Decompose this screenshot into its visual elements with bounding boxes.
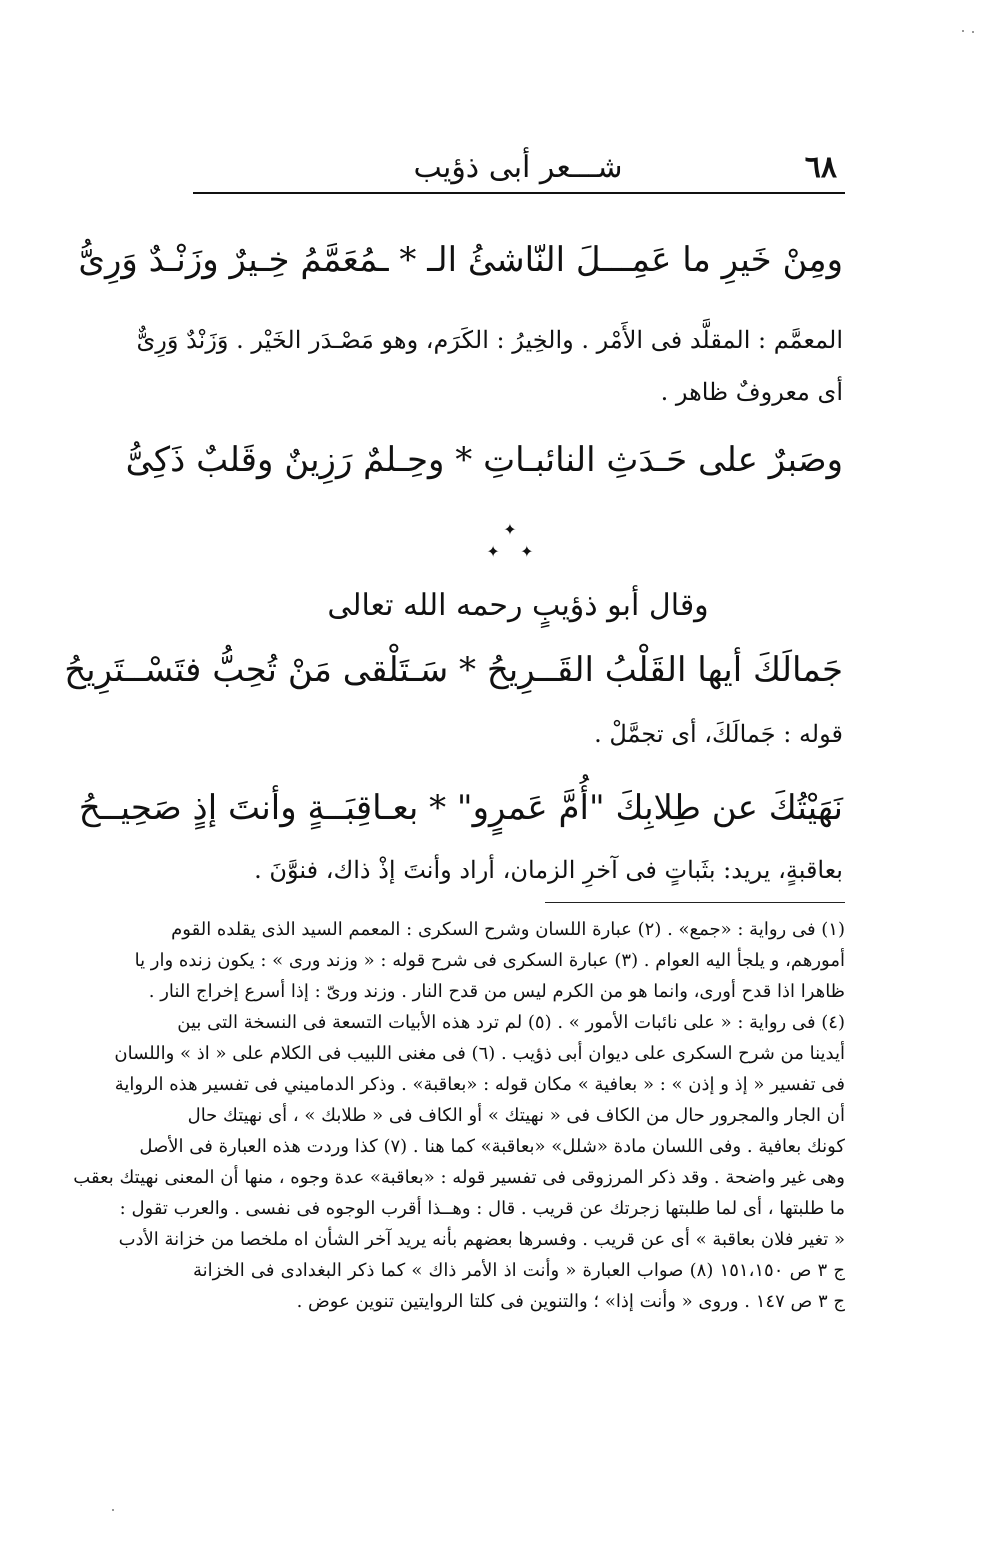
footnote-line: وهى غير واضحة . وقد ذكر المرزوقى فى تفسير قوله : «بعاقبة» عدة وجوه ، منها أن المعنى نهيتك بعقب (73, 1167, 845, 1188)
footnote-line: ج ٣ ص ١٤٧ . وروى « وأنت إذا» ؛ والتنوين فى كلتا الروايتين تنوين عوض . (296, 1291, 845, 1312)
scan-speck (112, 1509, 114, 1511)
ornament-star: ✦ (520, 542, 534, 561)
page-header (193, 148, 843, 188)
ornament-star: ✦ (503, 520, 517, 539)
footnote-line: (٤) فى رواية : « على نائبات الأمور » . (٥) لم ترد هذه الأبيات التسعة فى النسخة التى بين (177, 1012, 845, 1033)
footnote-rule (545, 902, 845, 903)
page-number: ٦٨ (804, 150, 837, 185)
section-ornament (480, 522, 540, 566)
footnote-line: (١) فى رواية : «جمع» . (٢) عبارة اللسان وشرح السكرى : المعمم السيد الذى يقلده القوم (171, 919, 845, 940)
verse-commentary: بعاقبةٍ، يريد: بثَباتٍ فى آخرِ الزمان، أراد وأنتَ إذْ ذاك، فنوَّنَ . (254, 856, 843, 884)
footnote-line: أمورهم، و يلجأ اليه العوام . (٣) عبارة السكرى فى شرح قوله : « وزند ورى » : يكون زنده وار يا (134, 950, 845, 971)
verse-commentary: أى معروفٌ ظاهر . (660, 378, 843, 406)
verse-line: جَمالَكَ أيها القَلْبُ القَــرِيحُ * سَـتَلْقى مَنْ تُحِبُّ فتَسْــتَرِيحُ (64, 650, 843, 690)
footnote-line: ما طلبتها ، أى لما طلبتها زجرتك عن قريب . قال : وهــذا أقرب الوجوه فى نفسى . والعرب تقول : (119, 1198, 845, 1219)
footnote-line: أن الجار والمجرور حال من الكاف فى « نهيتك » أو الكاف فى « طلابك » ، أى نهيتك حال (187, 1105, 845, 1126)
footnote-line: « تغير فلان بعاقبة » أى عن قريب . وفسرها بعضهم بأنه يريد آخر الشأن اه ملخصا من خزانة الأدب (118, 1229, 845, 1250)
verse-line: ومِنْ خَيرِ ما عَمِـــلَ النّاشئُ الـ * ـمُعَمَّمُ خِـيرٌ وزَنْـدٌ وَرِىُّ (78, 240, 843, 280)
scan-speck (962, 30, 964, 32)
verse-line: نَهَيْتُكَ عن طِلابِكَ "أُمَّ عَمرٍو" * بعـاقِبَــةٍ وأنتَ إذٍ صَحِيــحُ (78, 788, 843, 828)
verse-commentary: المعمَّم : المقلَّد فى الأَمْر . والخِيرُ : الكَرَم، وهو مَصْـدَر الخَيْر . وَزَنْدٌ وَرِىٌّ (136, 326, 843, 354)
verse-commentary: قوله : جَمالَكَ، أى تجمَّلْ . (594, 720, 843, 748)
footnote-line: ج ٣ ص ١٥١،١٥٠ (٨) صواب العبارة « وأنت اذ الأمر ذاك » كما ذكر البغدادى فى الخزانة (193, 1260, 845, 1281)
footnote-line: فى تفسير « إذ و إذن » : « بعافية » مكان قوله : «بعاقبة» . وذكر الدماميني فى تفسير هذه الرواية (114, 1074, 845, 1095)
running-title: شـــعر أبى ذؤيب (413, 150, 623, 185)
footnote-line: أيدينا من شرح السكرى على ديوان أبى ذؤيب . (٦) فى مغنى اللبيب فى الكلام على « اذ » واللسان (114, 1043, 845, 1064)
footnote-line: ظاهرا اذا قدح أورى، وانما هو من الكرم ليس من قدح النار . وزند ورىّ : إذا أسرع إخراج النار . (148, 981, 845, 1002)
footnotes (73, 914, 845, 1317)
poem-title: وقال أبو ذؤيبٍ رحمه الله تعالى (327, 588, 709, 623)
verse-line: وصَبرٌ على حَـدَثِ النائبـاتِ * وحِـلمٌ رَزِينٌ وقَلبٌ ذَكِىُّ (125, 440, 843, 480)
footnote-line: كونك بعافية . وفى اللسان مادة «شلل» «بعاقبة» كما هنا . (٧) كذا وردت هذه العبارة فى الأصل (139, 1136, 845, 1157)
header-rule (193, 192, 845, 194)
scan-speck (972, 31, 974, 33)
ornament-star: ✦ (486, 542, 500, 561)
